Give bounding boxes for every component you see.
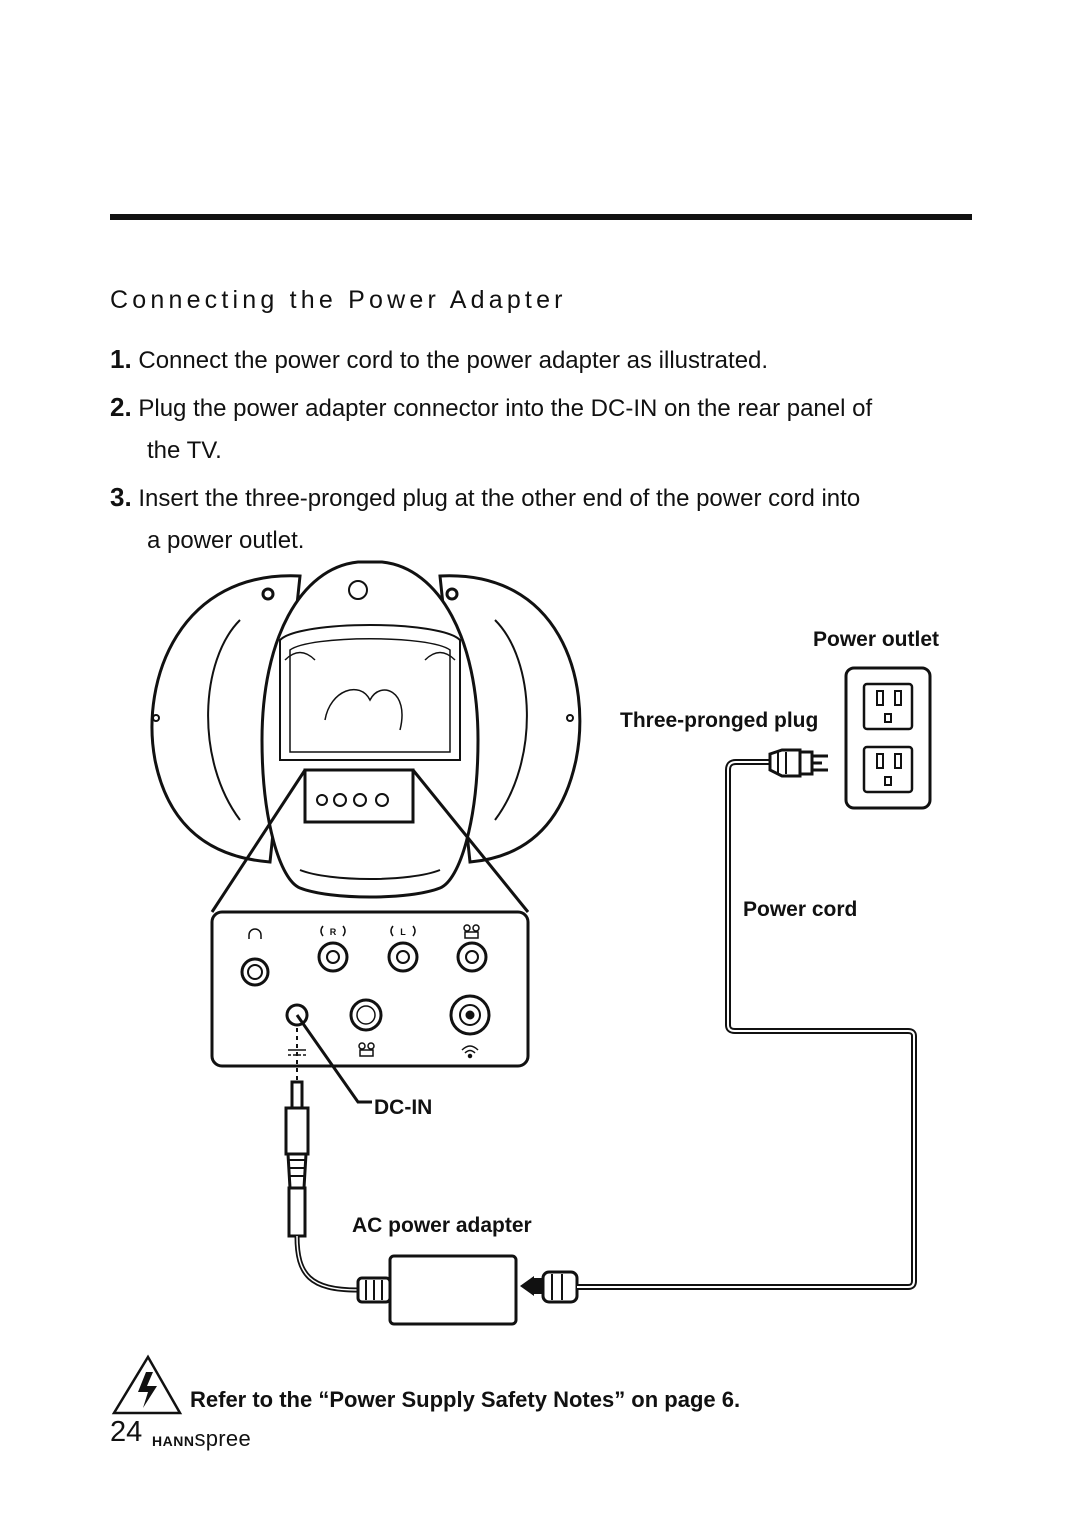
label-power-cord: Power cord [743,898,858,921]
step-text-continued: the TV. [147,437,222,464]
step-number: 3. [110,482,132,512]
label-three-pronged-plug: Three-pronged plug [620,709,819,732]
safety-note: Refer to the “Power Supply Safety Notes” on page 6. [190,1387,741,1412]
brand-bold: HANN [152,1433,195,1449]
power-outlet [846,668,930,808]
label-power-outlet: Power outlet [813,628,940,651]
svg-text:L: L [400,927,406,937]
ac-adapter-brick [358,1256,516,1324]
step-text: Plug the power adapter connector into the DC-IN on the rear panel of [138,395,873,422]
brand-light: spree [194,1426,251,1451]
insert-arrow-icon [520,1276,534,1296]
section-title: Connecting the Power Adapter [110,286,567,314]
tv-body [262,562,478,897]
page-number: 24 [110,1416,143,1448]
cord-plug-adapter-end [543,1272,577,1302]
step-text-continued: a power outlet. [147,527,305,554]
adapter-dc-plug [286,1082,308,1236]
brand-logo [152,1426,251,1452]
step-number: 1. [110,344,132,374]
warning-lightning-icon [114,1357,180,1413]
label-ac-power-adapter: AC power adapter [352,1214,532,1237]
step-text: Insert the three-pronged plug at the other end of the power cord into [138,485,861,512]
label-dc-in: DC-IN [374,1096,433,1119]
power-cord [577,762,914,1287]
three-pronged-plug [770,750,828,776]
step-text: Connect the power cord to the power adapter as illustrated. [138,347,769,374]
adapter-cable [297,1236,358,1290]
step-number: 2. [110,392,132,422]
svg-text:R: R [329,927,337,937]
